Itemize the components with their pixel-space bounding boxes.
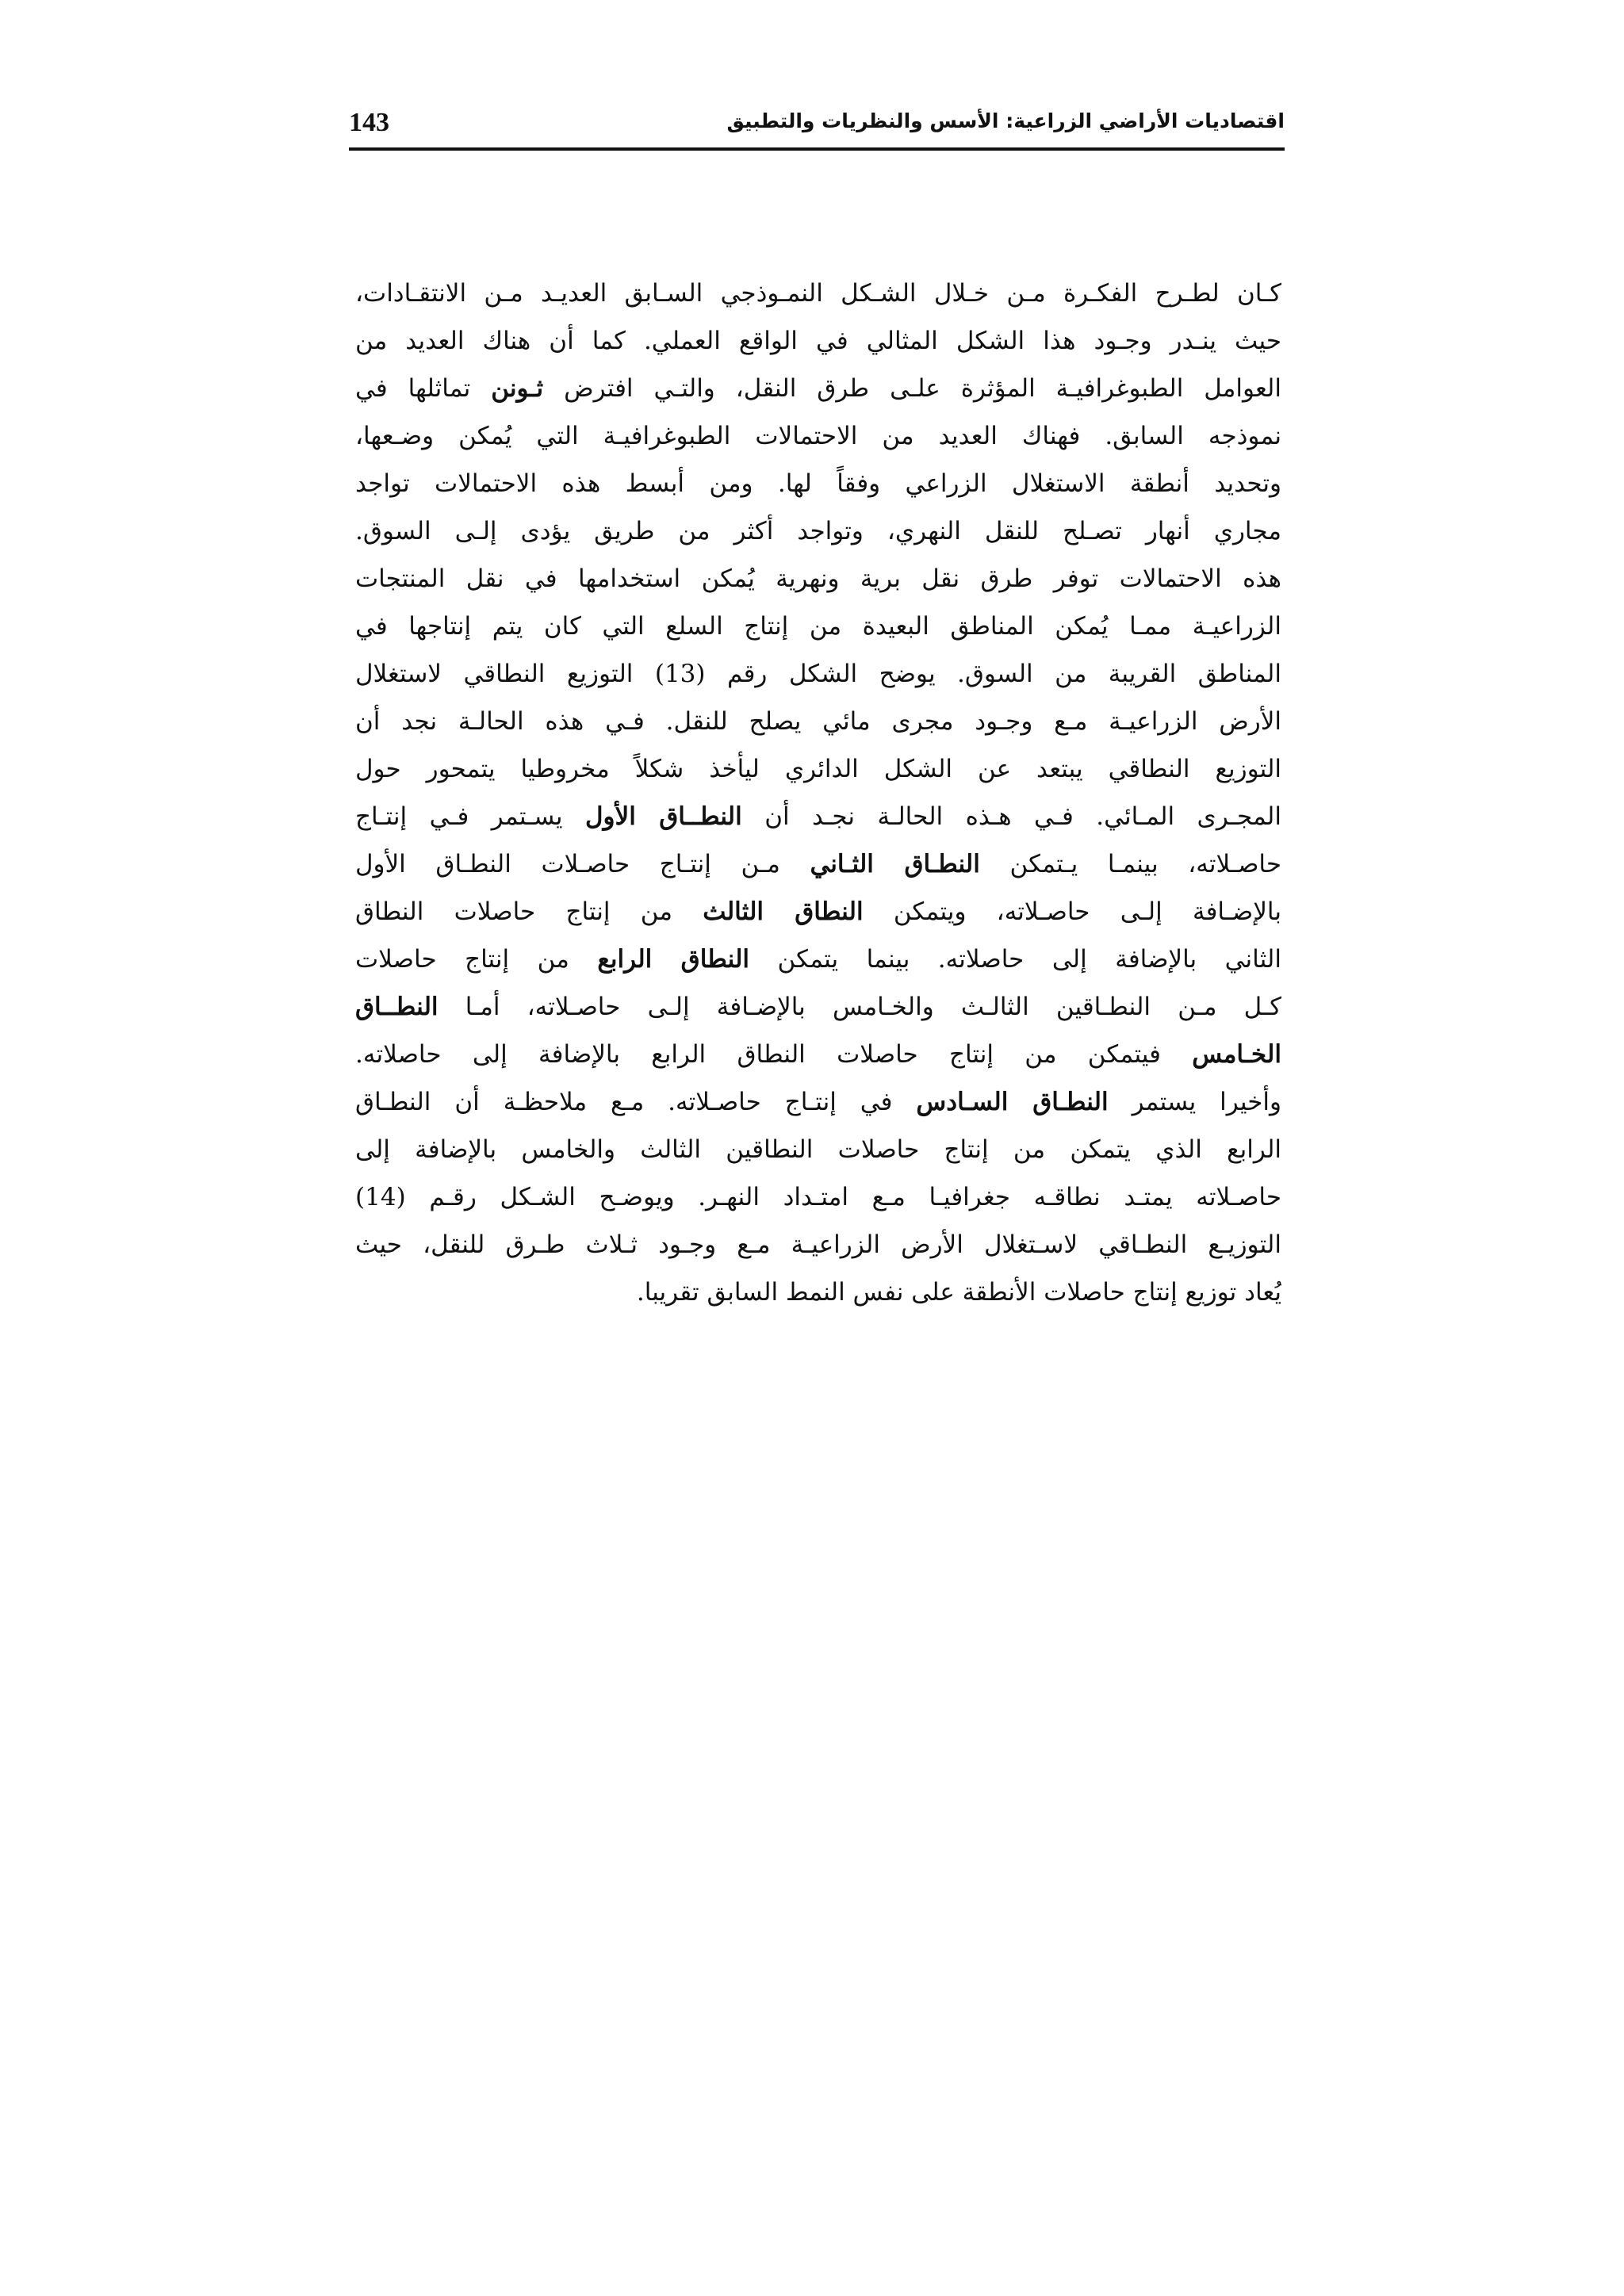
text-line	[355, 698, 1281, 745]
bold-term: النطـاق الثـاني	[810, 850, 980, 878]
text-line	[355, 793, 1281, 840]
text-line	[355, 745, 1281, 793]
bold-term: الخـامس	[1192, 1040, 1281, 1069]
text-run: الرابع الذي يتمكن من إنتاج حاصلات النطاقين الثالث والخامس بالإضافة إلى	[355, 1135, 1281, 1164]
text-line	[355, 555, 1281, 603]
text-run: الزراعيـة ممـا يُمكن المناطق البعيدة من إنتاج السلع التي كان يتم إنتاجها في	[355, 612, 1281, 641]
text-run: المجـرى المـائي. فـي هـذه الحالـة نجـد أن	[741, 802, 1281, 831]
text-run: الأرض الزراعيـة مـع وجـود مجرى مائي يصلح للنقل. فـي هذه الحالـة نجد أن	[355, 707, 1281, 736]
text-line	[355, 983, 1281, 1031]
bold-term: النطــاق	[355, 993, 439, 1021]
text-line	[355, 603, 1281, 650]
text-run: من إنتاج حاصلات	[355, 945, 598, 974]
text-line	[355, 888, 1281, 936]
text-line	[355, 650, 1281, 698]
text-line	[355, 840, 1281, 888]
text-run: مجاري أنهار تصـلح للنقل النهري، وتواجد أكثر من طريق يؤدى إلـى السوق.	[355, 517, 1281, 545]
header-rule	[349, 147, 1285, 151]
text-line	[355, 365, 1281, 412]
text-line	[355, 412, 1281, 460]
text-line	[355, 1126, 1281, 1173]
text-run: هذه الاحتمالات توفر طرق نقل برية ونهرية يُمكن استخدامها في نقل المنتجات	[355, 564, 1281, 593]
text-run: فيتمكن من إنتاج حاصلات النطاق الرابع بالإضافة إلى حاصلاته.	[355, 1040, 1193, 1069]
text-run: تماثلها في	[355, 374, 492, 403]
text-run: الثاني بالإضافة إلى حاصلاته. بينما يتمكن	[749, 945, 1281, 974]
page-header	[349, 101, 1285, 149]
text-run: كـان لطـرح الفكـرة مـن خـلال الشـكل النمـوذجي السـابق العديـد مـن الانتقـادات،	[355, 279, 1281, 308]
text-run: مـن إنتـاج حاصـلات النطـاق الأول	[355, 850, 810, 878]
text-run: يُعاد توزيع إنتاج حاصلات الأنطقة على نفس النمط السابق تقريبا.	[636, 1278, 1281, 1307]
text-run: حاصـلاته يمتـد نطاقـه جغرافيـا مـع امتـداد النهـر. ويوضـح الشـكل رقـم (14)	[355, 1183, 1281, 1211]
text-line	[355, 317, 1281, 365]
running-title: اقتصاديات الأراضي الزراعية: الأسس والنظريات والتطبيق	[726, 109, 1285, 132]
text-run: التوزيع النطاقي يبتعد عن الشكل الدائري ليأخذ شكلاً مخروطيا يتمحور حول	[355, 755, 1281, 783]
bold-term: النطاق الثالث	[703, 897, 864, 926]
text-line	[355, 1221, 1281, 1269]
text-line	[355, 1078, 1281, 1126]
text-run: نموذجه السابق. فهناك العديد من الاحتمالات الطبوغرافيـة التي يُمكن وضـعها،	[355, 422, 1281, 450]
text-line	[355, 460, 1281, 507]
text-run: حيث ينـدر وجـود هذا الشكل المثالي في الواقع العملي. كما أن هناك العديد من	[355, 327, 1281, 355]
text-line	[355, 1269, 1281, 1316]
text-run: من إنتاج حاصلات النطاق	[355, 897, 703, 926]
text-run: العوامل الطبوغرافيـة المؤثرة علـى طرق النقل، والتـي افترض	[543, 374, 1281, 403]
text-run: المناطق القريبة من السوق. يوضح الشكل رقم (13) التوزيع النطاقي لاستغلال	[355, 660, 1281, 688]
text-run: بالإضـافة إلـى حاصـلاته، ويتمكن	[863, 897, 1281, 926]
bold-term: النطــاق الأول	[585, 802, 742, 831]
text-run: وتحديد أنطقة الاستغلال الزراعي وفقاً لها. ومن أبسط هذه الاحتمالات تواجد	[355, 469, 1281, 498]
text-run: كـل مـن النطـاقين الثالـث والخـامس بالإضـافة إلـى حاصـلاته، أمـا	[438, 993, 1281, 1021]
text-run: التوزيـع النطـاقي لاسـتغلال الأرض الزراعيـة مـع وجـود ثـلاث طـرق للنقل، حيث	[355, 1230, 1281, 1259]
text-run: في إنتـاج حاصـلاته. مـع ملاحظـة أن النطـاق	[355, 1088, 917, 1116]
text-line	[355, 936, 1281, 983]
bold-term: النطاق الرابع	[597, 945, 750, 974]
text-run: وأخيرا يستمر	[1108, 1088, 1281, 1116]
text-line	[355, 1031, 1281, 1078]
bold-term: ثـونن	[491, 374, 544, 403]
page-number: 143	[349, 108, 389, 137]
text-run: يسـتمر فـي إنتـاج	[355, 802, 586, 831]
text-run: حاصـلاته، بينمـا يـتمكن	[979, 850, 1281, 878]
text-line	[355, 1173, 1281, 1221]
text-line	[355, 507, 1281, 555]
body-paragraph	[355, 270, 1281, 1316]
bold-term: النطـاق السـادس	[916, 1088, 1109, 1116]
text-line	[355, 270, 1281, 317]
